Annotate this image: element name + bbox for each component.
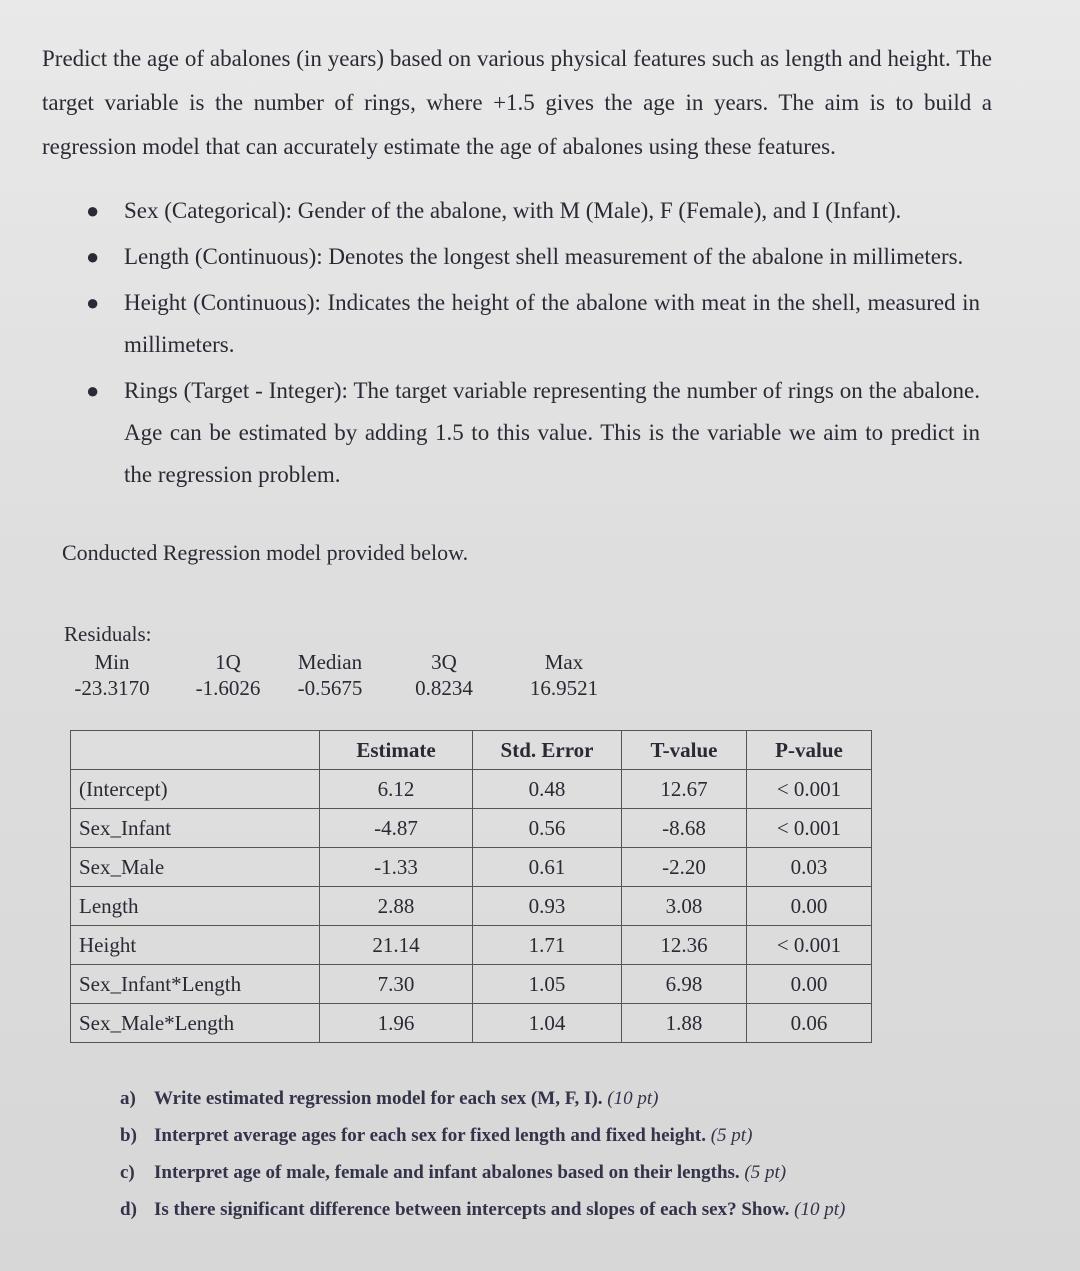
residuals-block bbox=[64, 622, 624, 705]
p-value-cell: < 0.001 bbox=[747, 770, 872, 809]
question-text: Is there significant difference between intercepts and slopes of each sex? Show. bbox=[154, 1199, 790, 1220]
residual-header: Min bbox=[94, 650, 130, 674]
term-cell: Height bbox=[71, 926, 320, 965]
residual-header: 1Q bbox=[215, 650, 241, 674]
t-value-cell: -8.68 bbox=[622, 809, 747, 848]
p-value-cell: 0.06 bbox=[747, 1004, 872, 1043]
p-value-cell: 0.00 bbox=[747, 887, 872, 926]
bullet-icon: ● bbox=[86, 290, 100, 315]
estimate-cell: -4.87 bbox=[320, 809, 473, 848]
table-header-p-value: P-value bbox=[747, 731, 872, 770]
question-letter: a) bbox=[120, 1088, 136, 1109]
question-text: Interpret age of male, female and infant abalones based on their lengths. bbox=[154, 1162, 740, 1183]
residual-value: 16.9521 bbox=[529, 676, 599, 700]
table-header-t-value: T-value bbox=[622, 731, 747, 770]
term-cell: Sex_Male*Length bbox=[71, 1004, 320, 1043]
question-points: (10 pt) bbox=[607, 1088, 659, 1109]
p-value-cell: < 0.001 bbox=[747, 926, 872, 965]
coefficient-table bbox=[70, 730, 872, 1043]
residual-min bbox=[64, 649, 160, 701]
residual-value: -0.5675 bbox=[297, 676, 363, 700]
table-row bbox=[71, 926, 872, 965]
bullet-icon: ● bbox=[86, 378, 100, 403]
p-value-cell: < 0.001 bbox=[747, 809, 872, 848]
t-value-cell: 1.88 bbox=[622, 1004, 747, 1043]
residual-1q bbox=[186, 649, 270, 701]
std-error-cell: 1.05 bbox=[473, 965, 622, 1004]
std-error-cell: 1.71 bbox=[473, 926, 622, 965]
std-error-cell: 0.61 bbox=[473, 848, 622, 887]
estimate-cell: -1.33 bbox=[320, 848, 473, 887]
term-cell: Sex_Male bbox=[71, 848, 320, 887]
table-row bbox=[71, 1004, 872, 1043]
t-value-cell: 12.67 bbox=[622, 770, 747, 809]
question-letter: d) bbox=[120, 1199, 137, 1220]
t-value-cell: 6.98 bbox=[622, 965, 747, 1004]
residual-header: 3Q bbox=[431, 650, 457, 674]
residual-3q bbox=[406, 649, 482, 701]
question-item bbox=[120, 1080, 1020, 1117]
residual-header: Median bbox=[297, 650, 363, 674]
std-error-cell: 0.56 bbox=[473, 809, 622, 848]
residual-header: Max bbox=[544, 650, 584, 674]
residual-value: -1.6026 bbox=[195, 676, 261, 700]
term-cell: Sex_Infant bbox=[71, 809, 320, 848]
bullet-icon: ● bbox=[86, 244, 100, 269]
question-letter: b) bbox=[120, 1125, 137, 1146]
p-value-cell: 0.03 bbox=[747, 848, 872, 887]
t-value-cell: -2.20 bbox=[622, 848, 747, 887]
estimate-cell: 21.14 bbox=[320, 926, 473, 965]
question-item bbox=[120, 1191, 1020, 1228]
table-row bbox=[71, 848, 872, 887]
question-list bbox=[120, 1080, 1020, 1228]
feature-item bbox=[80, 236, 980, 278]
table-row bbox=[71, 809, 872, 848]
estimate-cell: 6.12 bbox=[320, 770, 473, 809]
t-value-cell: 3.08 bbox=[622, 887, 747, 926]
feature-text: Sex (Categorical): Gender of the abalone, with M (Male), F (Female), and I (Infant). bbox=[124, 198, 902, 223]
feature-item bbox=[80, 190, 980, 232]
std-error-cell: 1.04 bbox=[473, 1004, 622, 1043]
residual-value: 0.8234 bbox=[415, 676, 473, 700]
residual-median bbox=[288, 649, 372, 701]
p-value-cell: 0.00 bbox=[747, 965, 872, 1004]
t-value-cell: 12.36 bbox=[622, 926, 747, 965]
term-cell: (Intercept) bbox=[71, 770, 320, 809]
table-header-std-error: Std. Error bbox=[473, 731, 622, 770]
bullet-icon: ● bbox=[86, 198, 100, 223]
feature-text: Height (Continuous): Indicates the height of the abalone with meat in the shell, measured in millimeters. bbox=[124, 290, 980, 357]
feature-text: Rings (Target - Integer): The target variable representing the number of rings on the abalone. Age can be estimated by adding 1.5 to this value. This is the variable we aim to predict in the regression problem. bbox=[124, 378, 980, 487]
question-letter: c) bbox=[120, 1162, 135, 1183]
conducted-note: Conducted Regression model provided below. bbox=[62, 540, 469, 565]
question-points: (10 pt) bbox=[794, 1199, 846, 1220]
table-row bbox=[71, 887, 872, 926]
feature-text: Length (Continuous): Denotes the longest shell measurement of the abalone in millimeters. bbox=[124, 244, 964, 269]
residuals-grid bbox=[64, 649, 624, 705]
term-cell: Length bbox=[71, 887, 320, 926]
question-points: (5 pt) bbox=[744, 1162, 787, 1183]
std-error-cell: 0.48 bbox=[473, 770, 622, 809]
question-item bbox=[120, 1154, 1020, 1191]
question-points: (5 pt) bbox=[710, 1125, 753, 1146]
estimate-cell: 7.30 bbox=[320, 965, 473, 1004]
intro-paragraph: Predict the age of abalones (in years) based on various physical features such as length and height. The target variable is the number of rings, where +1.5 gives the age in years. The aim is to build a regression model that can accurately estimate the age of abalones using these features. bbox=[42, 46, 992, 159]
feature-item bbox=[80, 370, 980, 496]
residual-value: -23.3170 bbox=[74, 676, 150, 700]
feature-list bbox=[80, 190, 980, 500]
table-header-row bbox=[71, 731, 872, 770]
table-header-term bbox=[71, 731, 320, 770]
table-row bbox=[71, 770, 872, 809]
estimate-cell: 1.96 bbox=[320, 1004, 473, 1043]
estimate-cell: 2.88 bbox=[320, 887, 473, 926]
residuals-label: Residuals: bbox=[64, 622, 152, 646]
question-text: Interpret average ages for each sex for fixed length and fixed height. bbox=[154, 1125, 706, 1146]
question-item bbox=[120, 1117, 1020, 1154]
feature-item bbox=[80, 282, 980, 366]
question-text: Write estimated regression model for each sex (M, F, I). bbox=[154, 1088, 603, 1109]
std-error-cell: 0.93 bbox=[473, 887, 622, 926]
table-row bbox=[71, 965, 872, 1004]
table-header-estimate: Estimate bbox=[320, 731, 473, 770]
term-cell: Sex_Infant*Length bbox=[71, 965, 320, 1004]
residual-max bbox=[524, 649, 604, 701]
